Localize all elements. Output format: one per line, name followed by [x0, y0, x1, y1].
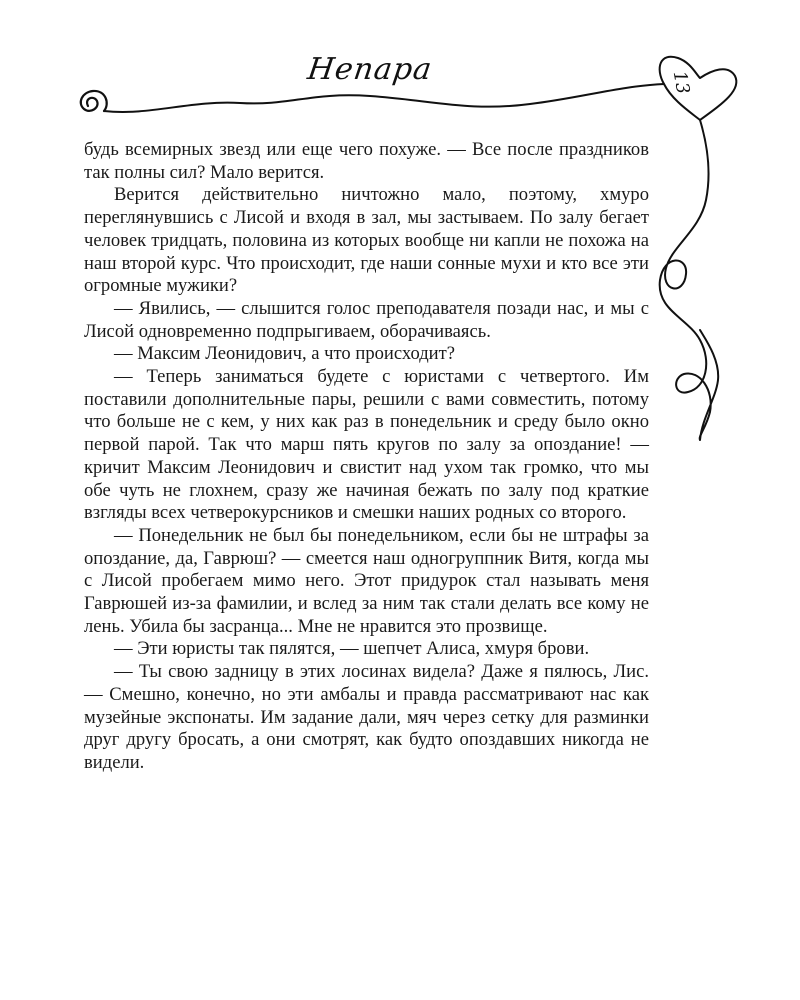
running-title: Непара: [305, 52, 435, 87]
paragraph: — Ты свою задницу в этих лосинах видела? Даже я пялюсь, Лис. — Смешно, конечно, но эти амбалы и правда рассматривают нас как музейные экспонаты. Им задание дали, мяч через сетку для разминки друг другу бросать, а они смотрят, как будто опоздавших никогда не видели.: [84, 661, 649, 773]
paragraph: будь всемирных звезд или еще чего похуже. — Все после праздников так полны сил? Мало верится.: [84, 139, 649, 183]
right-margin-vine: [660, 120, 719, 440]
paragraph: — Максим Леонидович, а что происходит?: [114, 343, 456, 365]
paragraph: Верится действительно ничтожно мало, поэтому, хмуро переглянувшись с Лисой и входя в зал, мы застываем. По залу бегает человек тридцать, половина из которых вообще ни капли не похожа на наш второй курс. Что происходит, где наши сонные мухи и кто все эти огромные мужики?: [84, 184, 649, 297]
paragraph: — Явились, — слышится голос преподавателя позади нас, и мы с Лисой одновременно подпрыгиваем, оборачиваясь.: [84, 297, 649, 342]
paragraph: — Понедельник не был бы понедельником, если бы не штрафы за опоздание, да, Гаврюш? — смеется наш одногруппник Витя, когда мы с Лисой пробегаем мимо него. Этот придурок стал называть меня Гаврюшей из-за фамилии, и вслед за ним так стали делать все кому не лень. Убила бы засранца... Мне не нравится это прозвище.: [84, 524, 649, 637]
page-number: 13: [668, 69, 694, 96]
body-text: [84, 139, 649, 775]
header-wavy-line: [104, 84, 664, 112]
paragraph: — Эти юристы так пялятся, — шепчет Алиса, хмуря брови.: [114, 638, 590, 660]
paragraph: — Теперь заниматься будете с юристами с четвертого. Им поставили дополнительные пары, решили с вами совместить, потому что больше не с кем, у них как раз в понедельник и среду было окно первой парой. Так что марш пять кругов по залу за опоздание! — кричит Максим Леонидович и свистит над ухом так громко, что мы обе чуть не глохнем, сразу же начиная бежать по залу под краткие взгляды всех четверокурсников и смешки наших родных со второго.: [84, 366, 649, 524]
left-spiral-ornament: [81, 91, 107, 111]
